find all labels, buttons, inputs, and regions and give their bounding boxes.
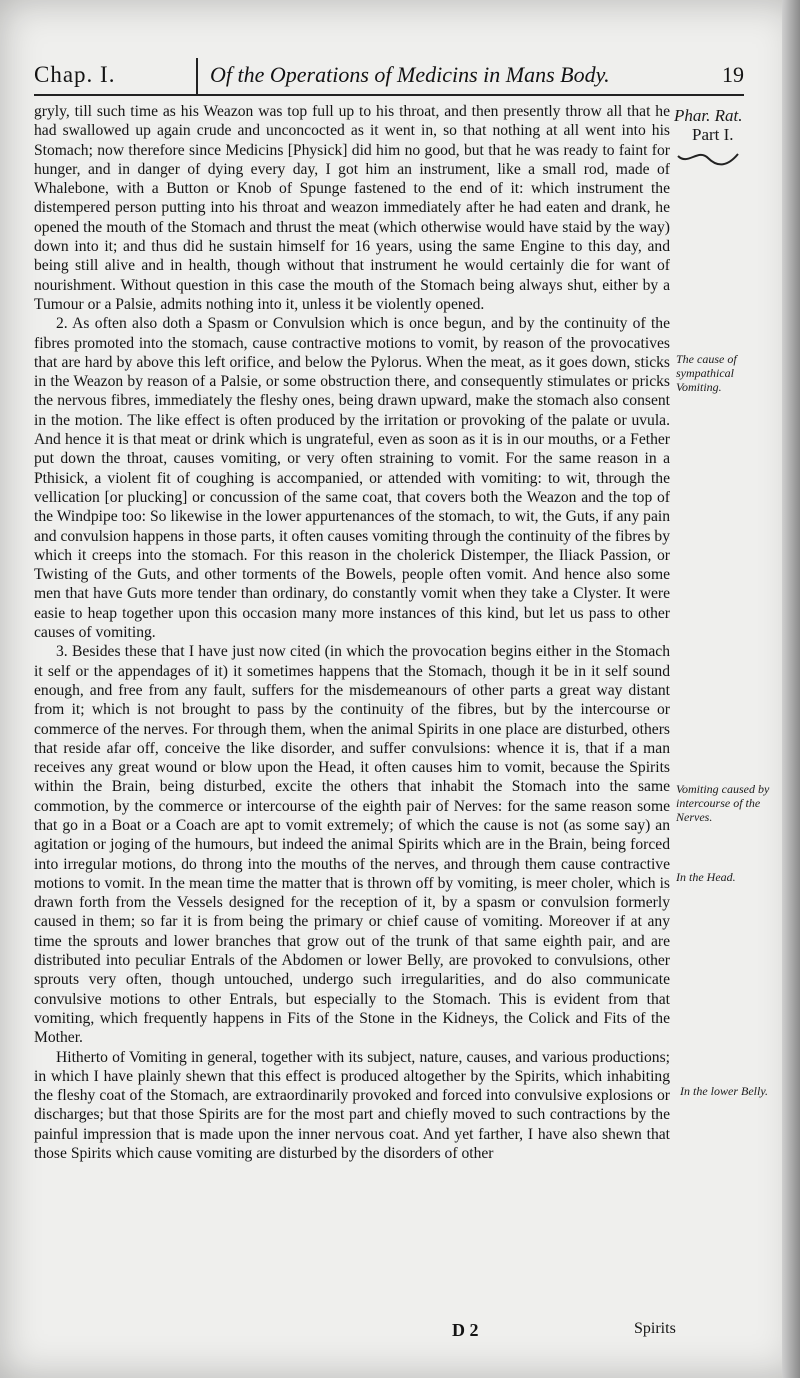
margin-note-sympathical: The cause of sympathical Vomiting.: [676, 352, 737, 394]
running-title: Of the Operations of Medicins in Mans Body.: [210, 62, 610, 87]
margin-note-head: In the Head.: [676, 870, 736, 884]
margin-note-part: Part I.: [692, 125, 734, 144]
paragraph-continued: gryly, till such time as his Weazon was top full up to his throat, and then presently throw all that he had swallowed up again crude and unconcocted as it went in, so that nothing at all went into his Stomach; now therefore since Medicins [Physick] did him no good, but that he was ready to faint for hunger, and in danger of dying every day, I got him an instrument, like a small rod, made of Whalebone, with a Button or Knob of Spunge fastened to the end of it: which instrument the distempered person putting into his throat and weazon immediately after he had eaten and drank, he opened the mouth of the Stomach and thrust the meat (which otherwise would have staid by the way) down into it; and thus did he sustain himself for 16 years, using the same Engine to this day, and being still alive and in health, though without that instrument he would certainly die for want of nourishment. Without question in this case the mouth of the Stomach being always shut, either by a Tumour or a Palsie, admits nothing into it, unless it be violently opened.: [34, 103, 670, 313]
chapter-label: Chap. I.: [34, 62, 116, 87]
header-rule: [34, 94, 744, 96]
ornament-swirl: [676, 148, 746, 168]
page-gutter-shadow: [782, 0, 800, 1378]
page-number: 19: [722, 62, 744, 87]
paragraph-2: 2. As often also doth a Spasm or Convulsion which is once begun, and by the continuity of the fibres promoted into the stomach, cause contractive motions to vomit, by reason of the provocatives that are hard by above this left orifice, and below the Pylorus. When the meat, as it goes down, sticks in the Weazon by reason of a Palsie, or some obstruction there, and consequently stimulates or pricks the nervous fibres, immediately the fleshy ones, being drawn upward, make the stomach also consent in the motion. The like effect is often produced by the irritation or provoking of the palate or uvula. And hence it is that meat or drink which is ungrateful, even as soon as it is in our mouths, or a Fether put down the throat, causes vomiting, or very often straining to vomit. For the same reason in a Pthisick, a violent fit of coughing is accompanied, or attended with vomiting: to wit, through the vellication [or plucking] or concussion of the same coat, that covers both the Weazon and the top of the Windpipe too: So likewise in the lower appurtenances of the stomach, to wit, the Guts, if any pain and convulsion happens in those parts, it often causes vomiting through the continuity of the fibres by which it creeps into the stomach. For this reason in the cholerick Distemper, the Iliack Passion, or Twisting of the Guts, and other torments of the Bowels, people often vomit. And hence also some men that have Guts more tender than ordinary, do constantly vomit when they take a Clyster. It were easie to heap together upon this occasion many more instances of this kind, but let us pass to other causes of vomiting.: [34, 315, 670, 642]
margin-note-lower-belly: In the lower Belly.: [680, 1084, 768, 1098]
catchword: Spirits: [634, 1320, 676, 1337]
main-text: [34, 102, 670, 1163]
header-divider: [196, 58, 198, 96]
margin-note-intercourse: Vomiting caused by intercourse of the Nerves.: [676, 782, 770, 824]
margin-note-phar: Phar. Rat.: [674, 106, 743, 125]
paragraph-summary: Hitherto of Vomiting in general, together with its subject, nature, causes, and various productions; in which I have plainly shewn that this effect is produced altogether by the Spirits, which inhabiting the fleshy coat of the Stomach, are extraordinarily provoked and forced into convulsive explosions or discharges; but that those Spirits are for the most part and chiefly moved to such contractions by the painful impression that is made upon the inner nervous coat. And yet farther, I have also shewn that those Spirits which cause vomiting are disturbed by the disorders of other: [34, 1048, 670, 1163]
signature-mark: D 2: [452, 1320, 479, 1340]
running-head: [34, 58, 744, 98]
paragraph-3: 3. Besides these that I have just now cited (in which the provocation begins either in the Stomach it self or the appendages of it) it sometimes happens that the Stomach, though it be in it self sound enough, and free from any fault, suffers for the misdemeanours of other parts a great way distant from it; which is not brought to pass by the continuity of the fibres, but by the intercourse or commerce of the nerves. For through them, when the animal Spirits in one place are disturbed, others that reside afar off, conceive the like disorder, and suffer convulsions: whence it is, that if a man receives any great wound or blow upon the Head, it often causes him to vomit, because the Spirits within the Brain, being disturbed, excite the others that inhabit the Stomach into the same commotion, by the commerce or intercourse of the eighth pair of Nerves: for the same reason some that go in a Boat or a Coach are apt to vomit extremely; of which the cause is not (as some say) an agitation or joging of the humours, but indeed the animal Spirits which are in the Brain, being forced into irregular motions, do throng into the mouths of the nerves, and through them cause contractive motions to vomit. In the mean time the matter that is thrown off by vomiting, is meer choler, which is drawn forth from the Vessels designed for the reception of it, by a spasm or convulsion formerly caused in them; so far it is from being the primary or chief cause of vomiting. Moreover if at any time the sprouts and lower branches that grow out of the trunk of that same eighth pair, and are distributed into peculiar Entrals of the Abdomen or lower Belly, are provoked to convulsions, other sprouts very often, though untouched, undergo such irregularities, and do also communicate convulsive motions to other Entrals, but especially to the Stomach. This is evident from that vomiting, which frequently happens in Fits of the Stone in the Kidneys, the Colick and Fits of the Mother.: [34, 643, 670, 1047]
